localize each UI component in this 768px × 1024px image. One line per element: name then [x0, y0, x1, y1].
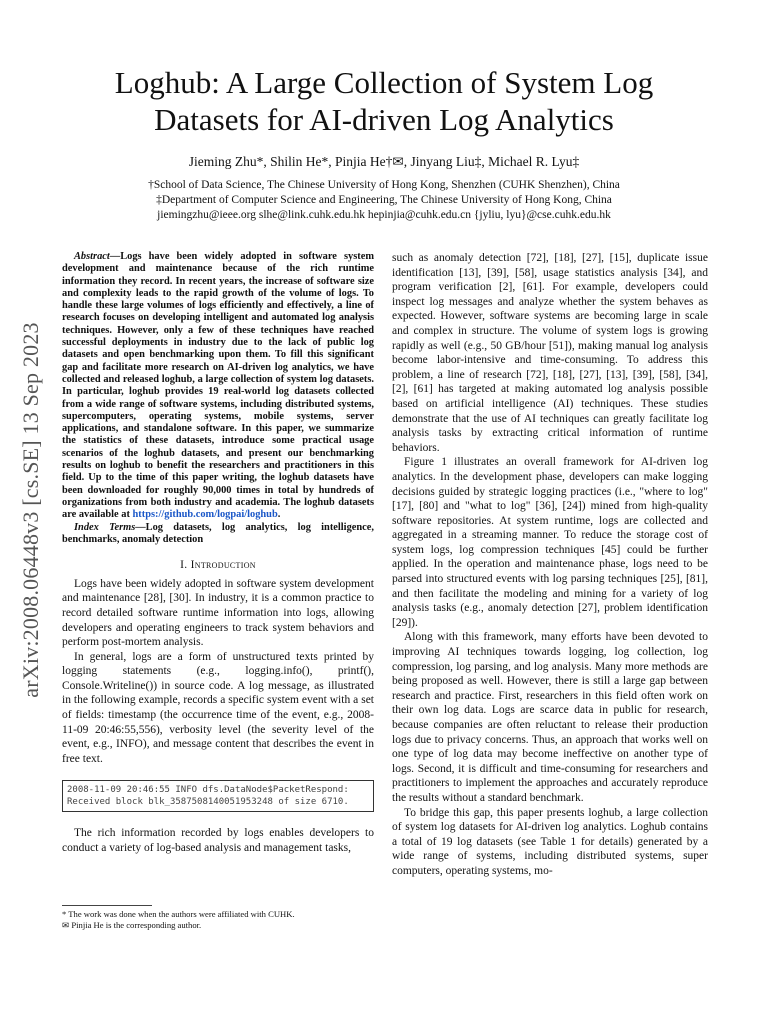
left-column — [62, 251, 374, 856]
footnote-corresponding: ✉ Pinjia He is the corresponding author. — [62, 920, 202, 930]
title-line-2: Datasets for AI-driven Log Analytics — [154, 102, 614, 137]
abstract-label: Abstract — [74, 251, 110, 262]
author-emails: jiemingzhu@ieee.org slhe@link.cuhk.edu.hk hepinjia@cuhk.edu.cn {jyliu, lyu}@cse.cuhk.edu.hk — [157, 209, 611, 221]
section-heading-introduction: I. Introduction — [180, 559, 256, 572]
intro-paragraph-1: Logs have been widely adopted in software system development and maintenance [28], [30]. In industry, it is a common practice to record detailed software runtime information into logs, allowing developers and operating engineers to track system behaviors and perform post-mortem analysis. — [62, 577, 374, 649]
abstract: Abstract—Logs have been widely adopted in software system development and maintenance because of the rich runtime information they record. In recent years, the increase of software size and complexity leads to the rapid growth of the volume of logs. To handle these large volumes of logs efficiently and effectively, a line of research focuses on developing intelligent and automated log analysis techniques. However, only a few of these techniques have reached successful deployments in industry due to the lack of public log datasets and open benchmarking upon them. To fill this significant gap and facilitate more research on AI-driven log analytics, we have collected and released loghub, a large collection of system log datasets. In particular, loghub provides 19 real-world log datasets collected from a wide range of software systems, including distributed systems, supercomputers, operating systems, mobile systems, server applications, and standalone software. In this paper, we summarize the statistics of these datasets, introduce some practical usage scenarios of the loghub datasets, and present our benchmarking results on loghub to benefit the researchers and practitioners in this field. Up to the time of this paper writing, the loghub datasets have been downloaded for roughly 90,000 times in total by hundreds of organizations from both industry and academia. The loghub datasets are available at https://github.com/logpai/loghub. — [62, 251, 374, 521]
title-line-1: Loghub: A Large Collection of System Log — [114, 65, 654, 100]
intro-paragraph-2: In general, logs are a form of unstructured texts printed by logging statements (e.g., logging.info(), printf(), Console.Writeline()) in source code. A log message, as illustrated in the following example, records a specific system event with a set of fields: timestamp (the occurrence time of the event, e.g., 2008-11-09 20:46:55,556), verbosity level (the severity level of the event, e.g., INFO), and message content that describes the event in free text. — [62, 650, 374, 765]
right-paragraph-2: Figure 1 illustrates an overall framework for AI-driven log analytics. In the development phase, developers can make logging decisions guided by strategic logging practices (i.e., "where to log" [17], [80] and "what to log" [36], [24]) mined from high-quality software repositories. At system runtime, logs are collected and aggregated in a streaming manner. To reduce the storage cost of system logs, log compression techniques [45] could be further applied. In the operation and maintenance phase, logs need to be parsed into structured events with log parsing techniques [25], [81], and then facilitate the modeling and mining for a variety of log analysis tasks (e.g., anomaly detection [27], problem identification [29]). — [392, 456, 708, 629]
arxiv-identifier: arXiv:2008.06448v3 [cs.SE] 13 Sep 2023 — [18, 322, 43, 698]
log-line-1: 2008-11-09 20:46:55 INFO dfs.DataNode$PacketRespond: — [67, 785, 349, 796]
affiliations — [60, 178, 708, 223]
affiliation-shenzhen: †School of Data Science, The Chinese University of Hong Kong, Shenzhen (CUHK Shenzhen), China — [148, 179, 620, 191]
log-line-2: Received block blk_3587508140051953248 of size 6710. — [67, 797, 349, 808]
right-paragraph-3: Along with this framework, many efforts have been devoted to improving AI techniques towards logging, log collection, log compression, log parsing, and log analysis. Many more methods are being proposed as well. However, there is still a large gap between research and practice. First, researchers in this field often work on their own log data. Logs are scarce data in public for research, because companies are often reluctant to release their production logs due to privacy concerns. Thus, an approach that works well on one type of log data may become ineffective on another type of logs. Second, it is difficult and time-consuming for researchers and practitioners to implement the approaches and accurately reproduce the results without a standard benchmark. — [392, 631, 708, 804]
footnote-cuhk: * The work was done when the authors were affiliated with CUHK. — [62, 909, 295, 919]
log-example-box — [62, 780, 374, 812]
right-column — [392, 251, 708, 879]
author-list: Jieming Zhu*, Shilin He*, Pinjia He†✉, Jinyang Liu‡, Michael R. Lyu‡ — [188, 154, 580, 169]
index-terms-text: —Log datasets, log analytics, log intelligence, benchmarks, anomaly detection — [62, 521, 374, 545]
affiliation-cuhk: ‡Department of Computer Science and Engineering, The Chinese University of Hong Kong, China — [156, 194, 612, 206]
index-terms-label: Index Terms — [74, 521, 136, 533]
right-paragraph-1: such as anomaly detection [72], [18], [27], [15], duplicate issue identification [13], [39], [58], usage statistics analysis [34], and program verification [2], [61]. For example, developers could inspect log messages and analyze whether the system behaves as expected. However, software systems are becoming large in scale and complex in structure. The volume of system logs is growing rapidly as well (e.g., 50 GB/hour [51]), making manual log analysis become labor-intensive and time-consuming. To address this problem, a line of research [72], [18], [27], [13], [39], [58], [34], [2], [61] has targeted at making automated log analysis possible based on artificial intelligence (AI) techniques. These studies demonstrate that the use of AI techniques can greatly facilitate log analysis tasks by extracting critical information of runtime behaviors. — [392, 252, 708, 454]
abstract-text: —Logs have been widely adopted in software system development and maintenance because of the rich runtime information they record. In recent years, the increase of software size and complexity leads to the rapid growth of the volume of logs. To handle these large volumes of logs efficiently and effectively, a line of research focuses on developing intelligent and automated log analysis techniques. However, only a few of these techniques have reached successful deployments in industry due to the lack of public log datasets and open benchmarking upon them. To fill this significant gap and facilitate more research on AI-driven log analytics, we have collected and released loghub, a large collection of system log datasets. In particular, loghub provides 19 real-world log datasets collected from a wide range of software systems, including distributed systems, supercomputers, operating systems, mobile systems, server applications, and standalone software. In this paper, we summarize the statistics of these datasets, introduce some practical usage scenarios of the loghub datasets, and present our benchmarking results on loghub to benefit the researchers and practitioners in this field. Up to the time of this paper writing, the loghub datasets have been downloaded for roughly 90,000 times in total by hundreds of organizations from both industry and academia. The loghub datasets are available at — [62, 251, 374, 521]
footnotes — [62, 905, 374, 931]
loghub-link[interactable]: https://github.com/logpai/loghub — [132, 509, 278, 521]
index-terms — [62, 522, 374, 547]
footnote-rule — [62, 905, 152, 906]
paper-title — [60, 64, 708, 138]
intro-paragraph-3: The rich information recorded by logs enables developers to conduct a variety of log-based analysis and management tasks, — [62, 827, 374, 855]
right-paragraph-4: To bridge this gap, this paper presents loghub, a large collection of system log datasets for AI-driven log analytics. Loghub contains a total of 19 log datasets (see Table 1 for details) generated by a wide range of systems, including distributed systems, super computers, operating systems, mo- — [392, 806, 708, 877]
